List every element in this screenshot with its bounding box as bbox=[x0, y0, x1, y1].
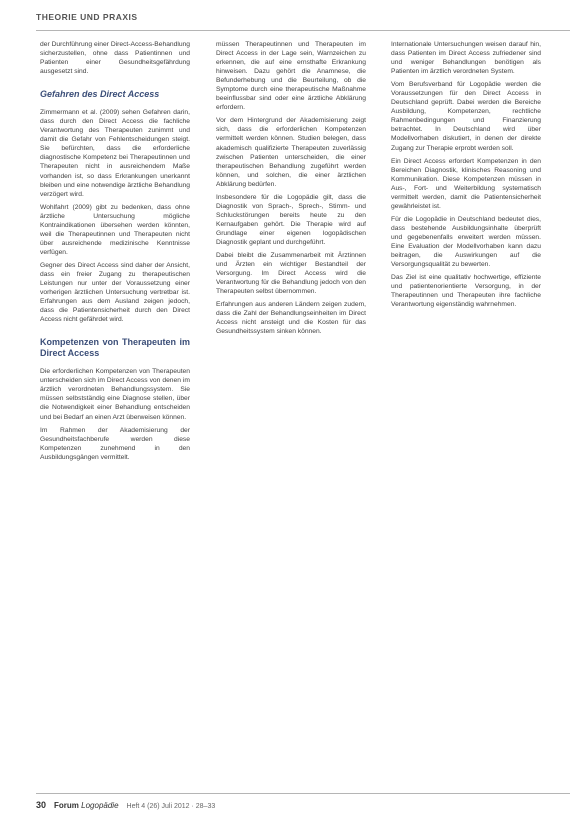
body-paragraph: Internationale Untersuchungen weisen darauf hin, dass Patienten im Direct Access zufriedener sind und weniger Behandlungen benötigen als Patienten im ärztlich verordneten System. bbox=[391, 41, 541, 76]
body-paragraph: Dabei bleibt die Zusammenarbeit mit Ärztinnen und Ärzten ein wichtiger Bestandteil der Versorgung. Im Direct Access wird die Verantwortung für die Behandlung jedoch von den Therapeuten selbst übernommen. bbox=[216, 252, 366, 296]
body-paragraph: müssen Therapeutinnen und Therapeuten im Direct Access in der Lage sein, Warnzeichen zu erkennen, die auf eine ernsthafte Erkrankung hinweisen. Dazu gehört die Anamnese, die Befunderhebung und die Beurteilung, ob die Symptome durch eine therapeutische Maßnahme beeinflussbar sind oder eine ärztliche Abklärung erfordern. bbox=[216, 41, 366, 112]
page-number: 30 bbox=[36, 800, 47, 810]
body-paragraph: Für die Logopädie in Deutschland bedeutet dies, dass bestehende Ausbildungsinhalte überprüft und gegebenenfalls erweitert werden müssen. Eine Evaluation der Modellvorhaben kann dazu beitragen, die Auswirkungen auf die Versorgungsqualität zu bewerten. bbox=[391, 215, 541, 269]
footer-divider bbox=[36, 793, 570, 794]
body-paragraph: Im Rahmen der Akademisierung der Gesundheitsfachberufe werden diese Kompetenzen zunehmend in den Ausbildungsgängen vermittelt. bbox=[40, 426, 190, 461]
body-paragraph: Das Ziel ist eine qualitativ hochwertige, effiziente und patientenorientierte Versorgung, in der Therapeutinnen und Therapeuten ihre fachliche Verantwortung eigenständig wahrnehmen. bbox=[391, 274, 541, 309]
section-header: THEORIE UND PRAXIS bbox=[36, 12, 138, 22]
journal-name bbox=[54, 801, 119, 810]
body-paragraph: Erfahrungen aus anderen Ländern zeigen zudem, dass die Zahl der Behandlungseinheiten im Direct Access nicht ansteigt und die Kosten für das Gesundheitssystem sinken können. bbox=[216, 301, 366, 336]
body-paragraph: Zimmermann et al. (2009) sehen Gefahren darin, dass durch den Direct Access die fachliche Verantwortung des Therapeuten zunimmt und damit die Gefahr von Fehlentscheidungen steigt. Sie befürchten, dass die erforderliche diagnostische Kompetenz bei Therapeutinnen und Therapeuten nicht in ausreichendem Maße vorhanden ist, so dass Erkrankungen unerkannt bleiben und eine notwendige ärztliche Behandlung verzögert wird. bbox=[40, 109, 190, 198]
body-paragraph: Vor dem Hintergrund der Akademisierung zeigt sich, dass die erforderlichen Kompetenzen vermittelt werden können. Studien belegen, dass akademisch qualifizierte Therapeuten zuverlässig zwischen Patienten unterscheiden, die einer therapeutischen Behandlung zugeführt werden können, und solchen, die einer ärztlichen Abklärung bedürfen. bbox=[216, 117, 366, 188]
body-paragraph: Vom Berufsverband für Logopädie werden die Voraussetzungen für den Direct Access in Deutschland geprüft. Dabei werden die Bereiche Ausbildung, Kompetenzen, rechtliche Rahmenbedingungen und Finanzierung betrachtet. In Deutschland wird über Modellvorhaben diskutiert, in denen der direkte Zugang zur Therapie erprobt werden soll. bbox=[391, 81, 541, 152]
body-paragraph: Insbesondere für die Logopädie gilt, dass die Diagnostik von Sprach-, Sprech-, Stimm- und Schluckstörungen bereits heute zu den Kernaufgaben gehört. Die Therapie wird auf Grundlage einer eigenen logopädischen Diagnostik geplant und durchgeführt. bbox=[216, 193, 366, 246]
subheading-risks: Gefahren des Direct Access bbox=[40, 89, 160, 100]
body-paragraph: der Durchführung einer Direct-Access-Behandlung sicherzustellen, ohne dass Patientinnen und Patienten einer Gesundheitsgefährdung ausgesetzt sind. bbox=[40, 41, 190, 76]
journal-name-logopaedie: Logopädie bbox=[81, 801, 119, 810]
issue-info: Heft 4 (26) Juli 2012 · 28–33 bbox=[126, 803, 216, 810]
body-paragraph: Die erforderlichen Kompetenzen von Therapeuten unterscheiden sich im Direct Access von denen im ärztlich verordneten Behandlungssystem. Sie müssen selbstständig eine Diagnose stellen, über die Notwendigkeit einer Behandlung entscheiden und bei Bedarf an einen Arzt überweisen können. bbox=[40, 368, 190, 421]
body-paragraph: Gegner des Direct Access sind daher der Ansicht, dass ein freier Zugang zu therapeutischen Leistungen nur unter der Voraussetzung einer vorherigen ärztlichen Untersuchung vertretbar ist. Erfahrungen aus dem Ausland zeigen jedoch, dass die Patientensicherheit durch den Direct Access nicht gefährdet wird. bbox=[40, 261, 190, 324]
subheading-competence: Kompetenzen von Therapeuten im Direct Access bbox=[40, 337, 190, 359]
body-paragraph: Ein Direct Access erfordert Kompetenzen in den Bereichen Diagnostik, klinisches Reasoning und Kommunikation. Diese Kompetenzen müssen in Aus-, Fort- und Weiterbildung systematisch vermittelt werden, damit die Patientensicherheit gewährleistet ist. bbox=[391, 157, 541, 210]
column-right bbox=[391, 40, 541, 309]
header-divider bbox=[36, 30, 570, 31]
column-left bbox=[40, 40, 190, 462]
journal-name-forum: Forum bbox=[54, 801, 79, 810]
page-footer bbox=[36, 800, 215, 814]
body-paragraph: Wohlfahrt (2009) gibt zu bedenken, dass ohne ärztliche Untersuchung mögliche Kontraindikationen übersehen werden könnten, weil die Therapeutinnen und Therapeuten nicht über ausreichende medizinische Kenntnisse verfügen. bbox=[40, 203, 190, 256]
column-middle bbox=[216, 40, 366, 336]
